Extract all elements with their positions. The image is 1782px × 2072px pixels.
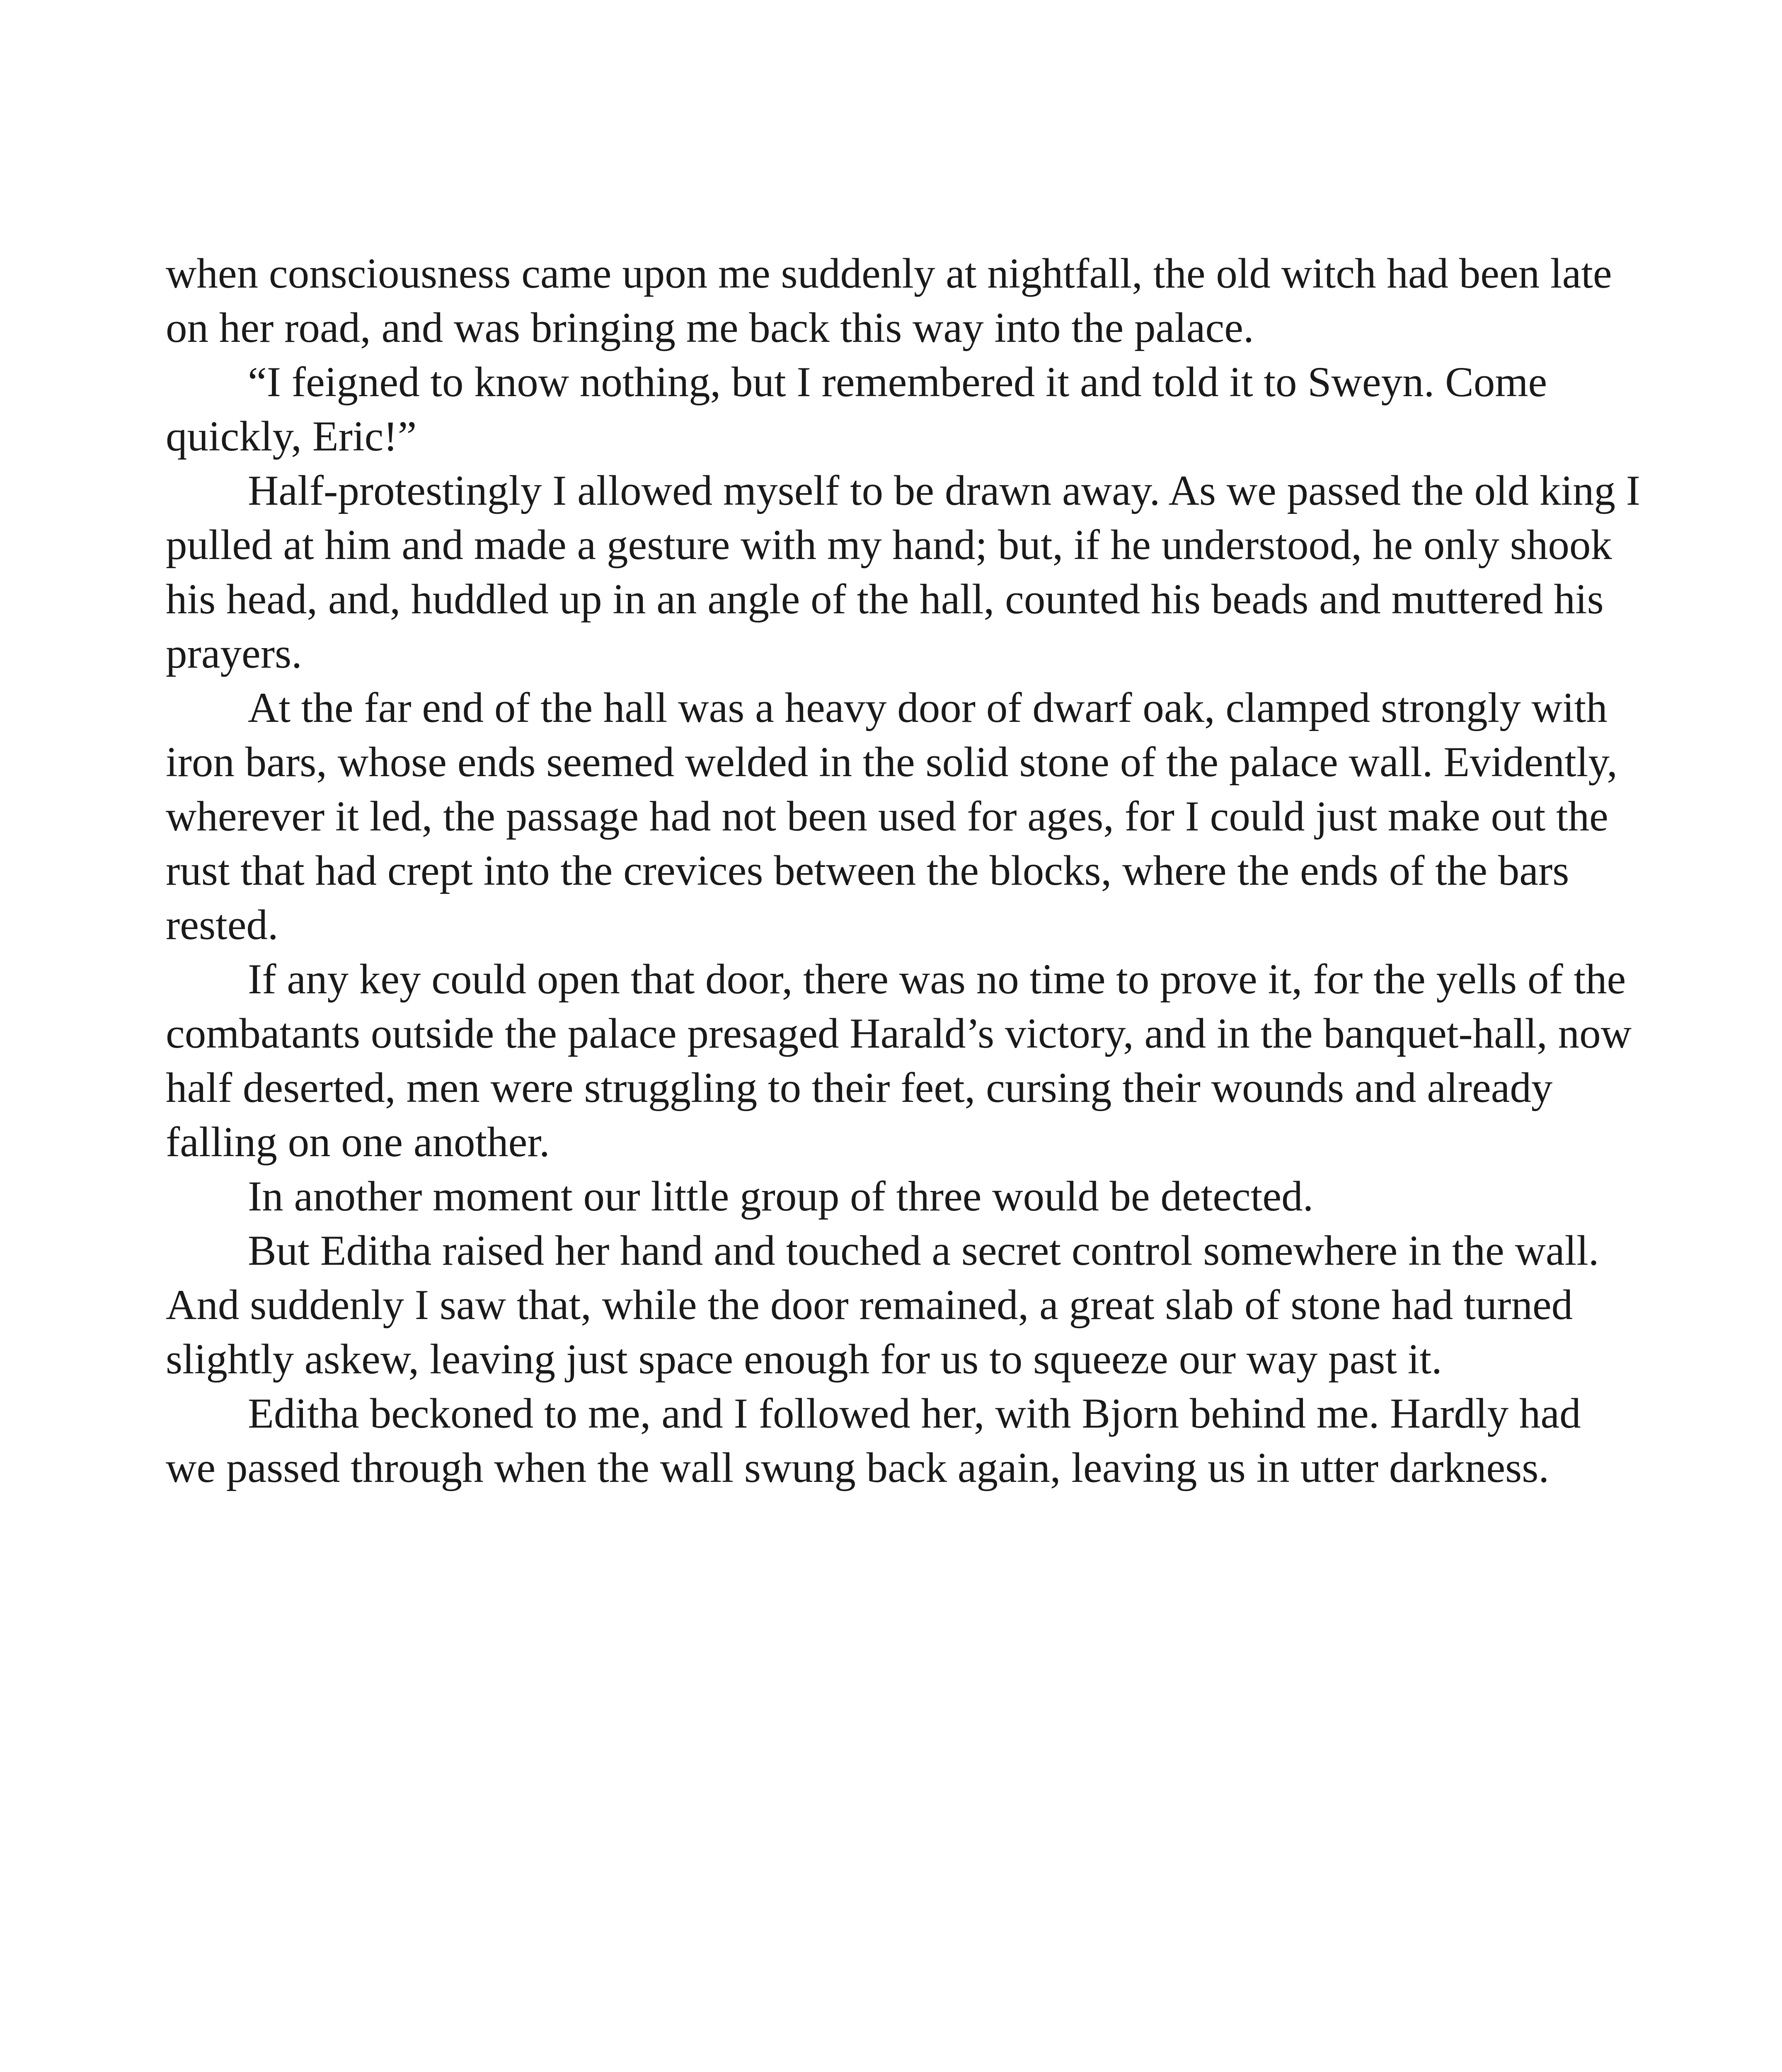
paragraph: when consciousness came upon me suddenly at nightfall, the old witch had been late on her road, and was bringing me back this way into the palace. bbox=[166, 250, 1612, 351]
paragraph: But Editha raised her hand and touched a secret control somewhere in the wall. And suddenly I saw that, while the door remained, a great slab of stone had turned slightly askew, leaving just space enough for us to squeeze our way past it. bbox=[166, 1227, 1599, 1383]
paragraph: “I feigned to know nothing, but I remembered it and told it to Sweyn. Come quickly, Eric!” bbox=[166, 358, 1547, 460]
paragraph: Half-protestingly I allowed myself to be drawn away. As we passed the old king I pulled at him and made a gesture with my hand; but, if he understood, he only shook his head, and, huddled up in an angle of the hall, counted his beads and muttered his prayers. bbox=[166, 467, 1641, 677]
body-text bbox=[166, 247, 1641, 1495]
paragraph: At the far end of the hall was a heavy door of dwarf oak, clamped strongly with iron bars, whose ends seemed welded in the solid stone of the palace wall. Evidently, wherever it led, the passage had not been used for ages, for I could just make out the rust that had crept into the crevices between the blocks, where the ends of the bars rested. bbox=[166, 684, 1617, 949]
paragraph: Editha beckoned to me, and I followed her, with Bjorn behind me. Hardly had we passed through when the wall swung back again, leaving us in utter darkness. bbox=[166, 1390, 1581, 1491]
paragraph: If any key could open that door, there was no time to prove it, for the yells of the combatants outside the palace presaged Harald’s victory, and in the banquet-hall, now half deserted, men were struggling to their feet, cursing their wounds and already falling on one another. bbox=[166, 956, 1632, 1166]
paragraph: In another moment our little group of three would be detected. bbox=[248, 1173, 1314, 1220]
